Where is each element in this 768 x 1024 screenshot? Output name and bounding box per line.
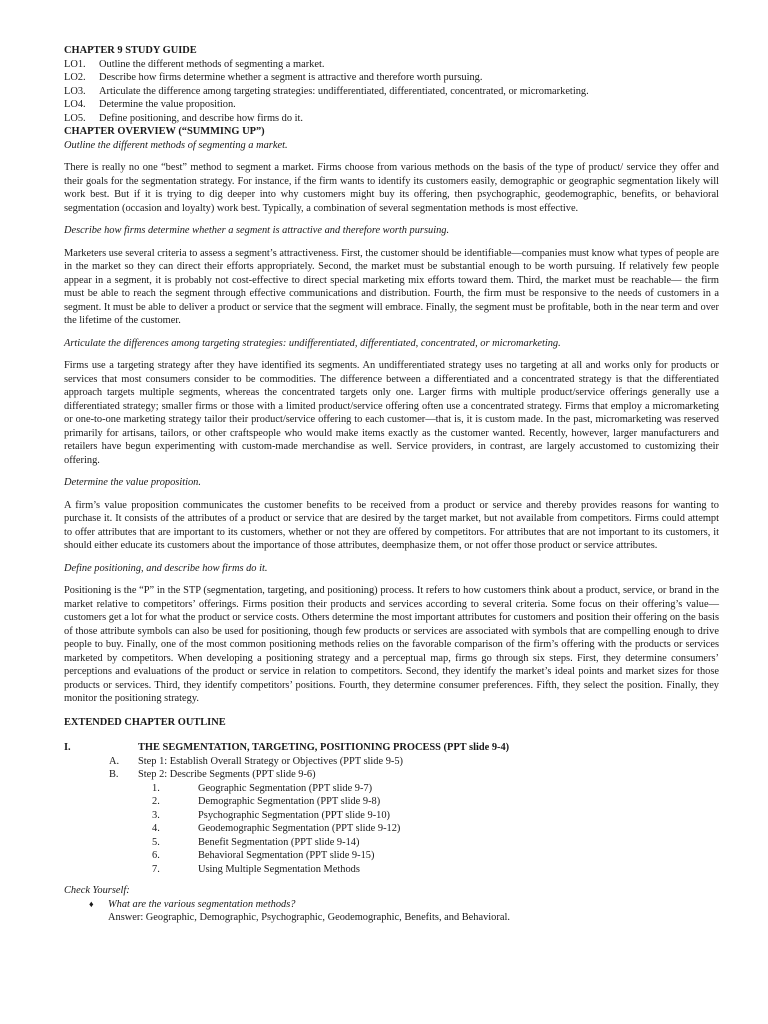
objective-code: LO1.: [64, 58, 86, 70]
objective-code: LO2.: [64, 72, 86, 83]
diamond-bullet-icon: ♦: [89, 898, 94, 909]
objective-code: LO3.: [64, 85, 86, 97]
overview-section: [64, 139, 719, 225]
section-body: Firms use a targeting strategy after they have identified its segments. An undifferentiated strategy uses no targeting at all and works only for products or services that most consumers consider to be commodities. The difference between a differentiated and a concentrated strategy is that the differentiated approach targets multiple segments, whereas the concentrated targets only one. Larger firms with multiple product/service offerings generally use a differentiated strategy; smaller firms or those with a limited product/service offering often use a concentrated strategy. Firms that employ a micromarketing or one-to-one marketing strategy tailor their product/service offering to each customer—that is, it is custom made. In the past, micromarketing was reserved primarily for artisans, tailors, or other craftspeople who would make items exactly as the customer wanted. Recently, however, larger manufacturers and retailers have begun experimenting with custom-made merchandise as well. Service providers, in contrast, are largely accustomed to customizing their offering.: [64, 360, 719, 466]
method-text: Demographic Segmentation (PPT slide 9-8): [198, 796, 381, 807]
method-number: 3.: [152, 809, 160, 821]
step-text: Step 2: Describe Segments (PPT slide 9-6): [138, 769, 316, 780]
outline-heading: [64, 741, 719, 755]
method-text: Geographic Segmentation (PPT slide 9-7): [198, 782, 373, 794]
objective-text: Define positioning, and describe how firms do it.: [99, 112, 304, 124]
question-text: What are the various segmentation methods?: [108, 898, 296, 910]
method-number: 6.: [152, 850, 160, 861]
learning-objective: [64, 98, 719, 112]
objective-code: LO4.: [64, 99, 86, 110]
outline-title: THE SEGMENTATION, TARGETING, POSITIONING PROCESS (PPT slide 9-4): [138, 742, 510, 753]
outline-step: [109, 755, 719, 769]
segmentation-method: [152, 836, 719, 850]
segmentation-method: [152, 809, 719, 823]
segmentation-method: [152, 849, 719, 863]
method-number: 4.: [152, 823, 160, 834]
study-guide-page: [64, 44, 719, 925]
section-heading: Determine the value proposition.: [64, 477, 201, 488]
objective-text: Articulate the difference among targeting strategies: undifferentiated, differentiated, concentrated, or micromarketing.: [99, 85, 589, 97]
segmentation-method: [152, 795, 719, 809]
answer-text: Answer: Geographic, Demographic, Psychographic, Geodemographic, Benefits, and Behavioral.: [108, 912, 510, 923]
objective-text: Outline the different methods of segmenting a market.: [99, 58, 325, 70]
extended-outline-title: EXTENDED CHAPTER OUTLINE: [64, 716, 226, 728]
objective-text: Determine the value proposition.: [99, 99, 236, 110]
method-text: Psychographic Segmentation (PPT slide 9-10): [198, 809, 391, 821]
overview-section: [64, 224, 719, 337]
section-heading: Articulate the differences among targeting strategies: undifferentiated, differentiated, concentrated, or micromarketing.: [64, 337, 561, 349]
section-body: Positioning is the “P” in the STP (segmentation, targeting, and positioning) process. It refers to how customers think about a product, service, or brand in the market relative to competitors’ offerings. Firms position their products and services according to several criteria. Some focus on their offering’s value—customers get a lot for what the product or service costs. Others determine the most important attributes for customers and position their offering on the basis of those attribute symbols can also be used for positioning, though few products or services are associated with symbols that are compelling enough to drive people to buy. Finally, one of the most common positioning methods relies on the favorable comparison of the firm’s offering with the products or services marketed by competitors. When developing a positioning strategy and a perceptual map, firms go through six steps. First, they determine consumers’ perceptions and evaluations of the product or service in relation to competitors. Second, they identify the market’s ideal points and market sizes for those products or services. Third, they identify competitors’ positions. Fourth, they determine consumer preferences. Fifth, they select the position. Finally, they monitor the positioning strategy.: [64, 585, 719, 704]
method-text: Geodemographic Segmentation (PPT slide 9-12): [198, 823, 401, 834]
check-question: [89, 898, 719, 912]
learning-objective: [64, 85, 719, 99]
method-number: 7.: [152, 863, 160, 875]
overview-section: [64, 562, 719, 706]
check-yourself-label: Check Yourself:: [64, 885, 130, 896]
section-body: A firm’s value proposition communicates the customer benefits to be received from a product or service and thereby provides reasons for wanting to purchase it. It consists of the attributes of a product or service that are desired by the target market, but not available from competitors. Firms could attempt to offer attributes that are important to its customers, whether or not they are offered by competitors. For attributes that are not important to its customers, it should either educate its customers about the importance of those attributes, deemphasize them, or not offer those product or service attributes.: [64, 499, 719, 551]
objective-text: Describe how firms determine whether a segment is attractive and therefore worth pursuing.: [99, 72, 483, 83]
overview-title: CHAPTER OVERVIEW (“SUMMING UP”): [64, 126, 265, 137]
step-letter: A.: [109, 755, 120, 767]
learning-objectives-list: [64, 58, 719, 126]
segmentation-method: [152, 822, 719, 836]
method-number: 5.: [152, 836, 160, 848]
learning-objective: [64, 58, 719, 72]
outline-numeral: I.: [64, 742, 71, 753]
overview-section: [64, 337, 719, 477]
method-text: Behavioral Segmentation (PPT slide 9-15): [198, 850, 375, 861]
outline-step: [109, 768, 719, 782]
method-number: 1.: [152, 782, 160, 794]
learning-objective: [64, 71, 719, 85]
section-heading: Define positioning, and describe how firms do it.: [64, 562, 268, 574]
step-letter: B.: [109, 769, 119, 780]
method-text: Using Multiple Segmentation Methods: [198, 863, 360, 875]
section-heading: Describe how firms determine whether a segment is attractive and therefore worth pursuing.: [64, 225, 450, 236]
section-body: There is really no one “best” method to segment a market. Firms choose from various methods on the basis of the type of product/ service they offer and their goals for the segmentation strategy. For instance, if the firm wants to identify its customers easily, demographic or geographic segmentation likely will work best. But if it is trying to dig deeper into why customers might buy its offering, then psychographic, geodemographic, benefits, or behavioral segmentation (occasion and loyalty) work best. Typically, a combination of several segmentation methods is most effective.: [64, 162, 719, 214]
segmentation-method: [152, 863, 719, 877]
method-number: 2.: [152, 796, 160, 807]
guide-title: CHAPTER 9 STUDY GUIDE: [64, 45, 197, 56]
section-heading: Outline the different methods of segmenting a market.: [64, 139, 288, 151]
learning-objective: [64, 112, 719, 126]
objective-code: LO5.: [64, 112, 86, 124]
step-text: Step 1: Establish Overall Strategy or Objectives (PPT slide 9-5): [138, 755, 404, 767]
segmentation-method: [152, 782, 719, 796]
method-text: Benefit Segmentation (PPT slide 9-14): [198, 836, 360, 848]
overview-section: [64, 476, 719, 562]
section-body: Marketers use several criteria to assess a segment’s attractiveness. First, the customer should be identifiable—companies must know what types of people are in the market so they can direct their efforts appropriately. Second, the market must be substantial enough to be worth pursuing. If relatively few people appear in a segment, it is probably not cost-effective to direct special marketing mix efforts toward them. Third, the market must be reachable— the firm must be able to reach the segment through effective communications and distribution. Fourth, the firm must be responsive to the needs of customers in a segment. It must be able to deliver a product or service that the segment will embrace. Finally, the segment must be profitable, both in the near term and over the lifetime of the customer.: [64, 247, 719, 326]
